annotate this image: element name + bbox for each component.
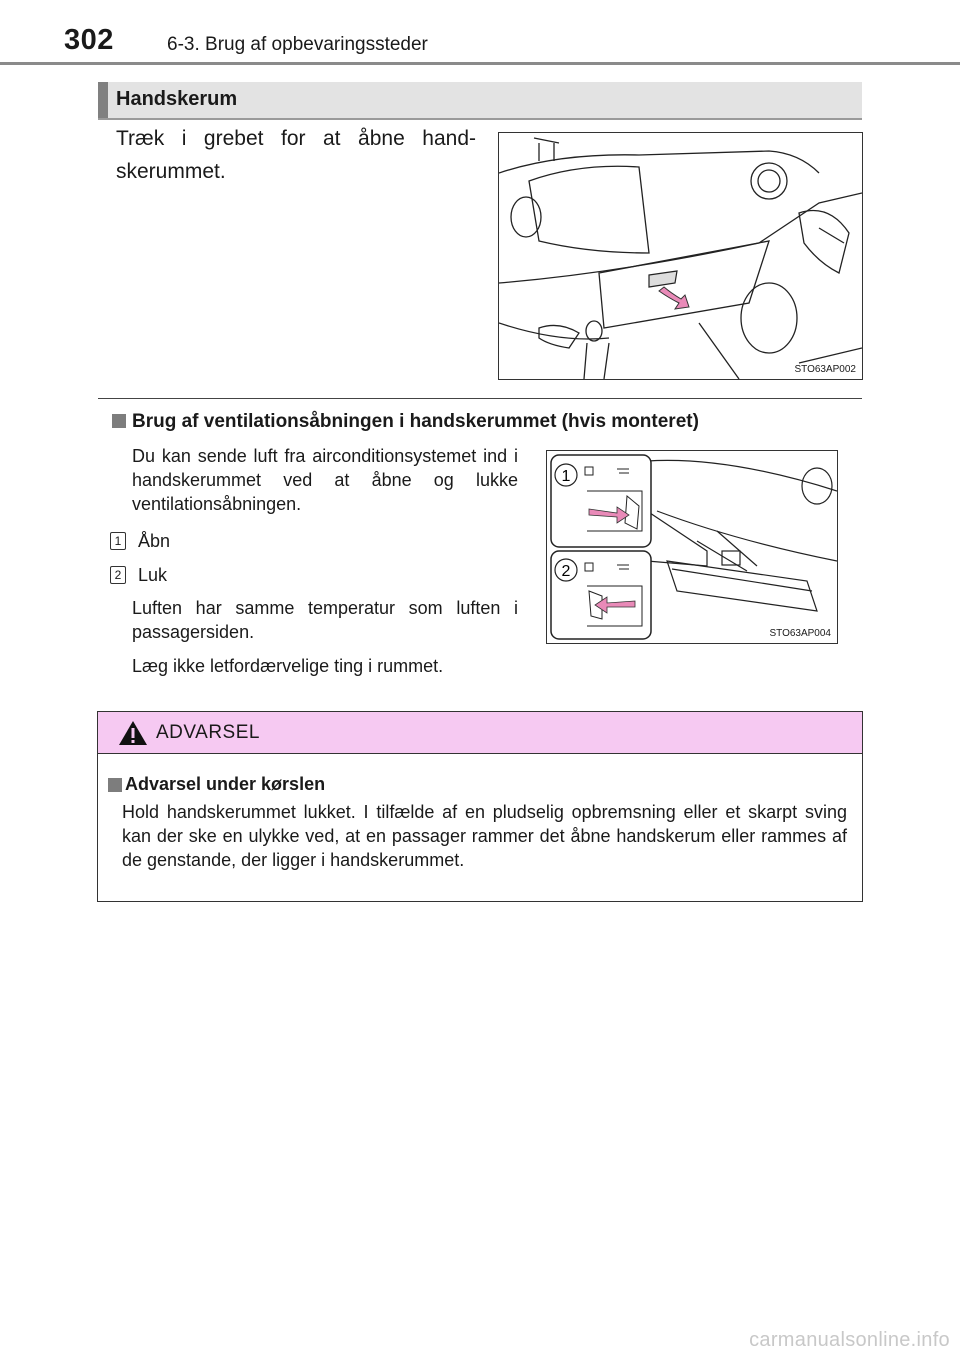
warning-box bbox=[97, 711, 863, 902]
warning-header bbox=[98, 712, 862, 754]
header-rule bbox=[0, 62, 960, 65]
figure2-code: STO63AP004 bbox=[769, 628, 831, 639]
warning-title: ADVARSEL bbox=[156, 722, 260, 743]
section-divider bbox=[98, 398, 862, 399]
step-number-badge: 1 bbox=[110, 532, 126, 550]
figure1-code: STO63AP002 bbox=[794, 364, 856, 375]
step-number-badge: 2 bbox=[110, 566, 126, 584]
subsection-title: Brug af ventilationsåbningen i handskerummet (hvis monteret) bbox=[132, 411, 699, 432]
section-title: Handskerum bbox=[116, 88, 238, 110]
glovebox-illustration bbox=[498, 132, 863, 380]
warning-triangle-icon bbox=[118, 720, 148, 746]
glovebox-drawing bbox=[499, 133, 862, 379]
step-label-open: Åbn bbox=[138, 531, 171, 551]
chapter-title: 6-3. Brug af opbevaringssteder bbox=[167, 34, 428, 55]
section-heading-bar bbox=[98, 82, 862, 120]
ventilation-illustration bbox=[546, 450, 838, 644]
temperature-note: Luften har samme temperatur som luften i passagersiden. bbox=[132, 598, 518, 642]
callout-1: 1 bbox=[561, 468, 571, 485]
intro-text: Træk i grebet for at åbne hand-skerummet. bbox=[116, 127, 476, 183]
step-label-close: Luk bbox=[138, 565, 168, 585]
warning-text: Hold handskerummet lukket. I tilfælde af en pludselig opbremsning eller et skarpt sving kan der ske en ulykke ved, at en passager rammer det åbne handskerum eller rammes af de genstande, der ligger i handskerummet. bbox=[122, 802, 847, 870]
subsection-paragraph: Du kan sende luft fra airconditionsystemet ind i handskerummet ved at åbne og lukke ventilationsåbningen. bbox=[132, 446, 518, 514]
callout-2: 2 bbox=[561, 563, 571, 580]
page-number: 302 bbox=[64, 24, 114, 56]
subsection-bullet-icon bbox=[112, 414, 126, 428]
warning-subtitle: Advarsel under kørslen bbox=[125, 774, 326, 794]
warning-bullet-icon bbox=[108, 778, 122, 792]
section-marker bbox=[98, 82, 108, 118]
perishables-note: Læg ikke letfordærvelige ting i rummet. bbox=[132, 656, 444, 676]
ventilation-drawing bbox=[547, 451, 837, 643]
watermark: carmanualsonline.info bbox=[749, 1329, 950, 1351]
